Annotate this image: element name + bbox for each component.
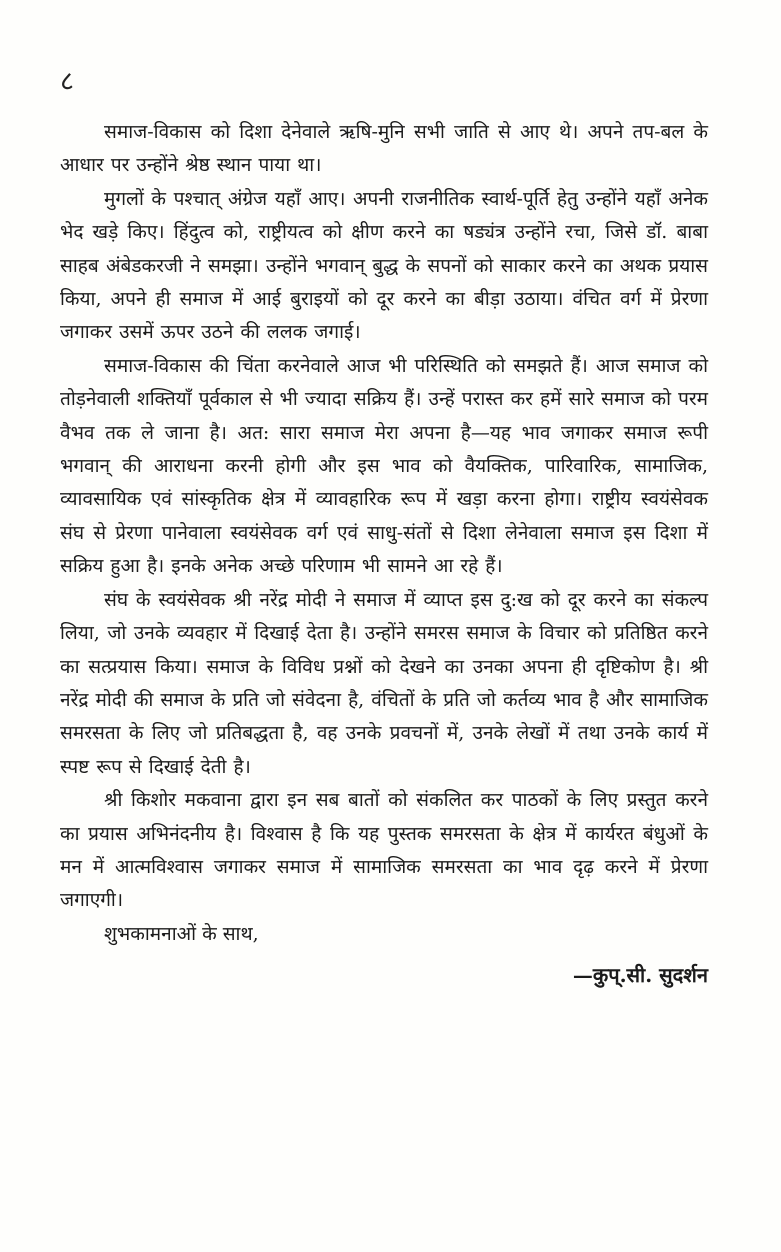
page-number: ८ — [60, 66, 75, 97]
paragraph: समाज-विकास को दिशा देनेवाले ऋषि-मुनि सभी जाति से आए थे। अपने तप-बल के आधार पर उन्होंने श्रेष्ठ स्थान पाया था। — [60, 121, 708, 177]
paragraph: समाज-विकास की चिंता करनेवाले आज भी परिस्थिति को समझते हैं। आज समाज को तोड़नेवाली शक्तियाँ पूर्वकाल से भी ज्यादा सक्रिय हैं। उन्हें परास्त कर हमें सारे समाज को परम वैभव तक ले जाना है। अत: सारा समाज मेरा अपना है—यह भाव जगाकर समाज रूपी भगवान् की आराधना करनी होगी और इस भाव को वैयक्तिक, पारिवारिक, सामाजिक, व्यावसायिक एवं सांस्कृतिक क्षेत्र में व्यावहारिक रूप में खड़ा करना होगा। राष्ट्रीय स्वयंसेवक संघ से प्रेरणा पानेवाला स्वयंसेवक वर्ग एवं साधु-संतों से दिशा लेनेवाला समाज इस दिशा में सक्रिय हुआ है। इनके अनेक अच्छे परिणाम भी सामने आ रहे हैं। — [60, 354, 708, 578]
signature: —कुप्.सी. सुदर्शन — [572, 963, 708, 988]
closing-line: शुभकामनाओं के साथ, — [104, 922, 259, 945]
paragraph: श्री किशोर मकवाना द्वारा इन सब बातों को संकलित कर पाठकों के लिए प्रस्तुत करने का प्रयास अभिनंदनीय है। विश्वास है कि यह पुस्तक समरसता के क्षेत्र में कार्यरत बंधुओं के मन में आत्मविश्वास जगाकर समाज में सामाजिक समरसता का भाव दृढ़ करने में प्रेरणा जगाएगी। — [60, 789, 708, 912]
paragraph: संघ के स्वयंसेवक श्री नरेंद्र मोदी ने समाज में व्याप्त इस दु:ख को दूर करने का संकल्प लिया, जो उनके व्यवहार में दिखाई देता है। उन्होंने समरस समाज के विचार को प्रतिष्ठित करने का सत्प्रयास किया। समाज के विविध प्रश्नों को देखने का उनका अपना ही दृष्टिकोण है। श्री नरेंद्र मोदी की समाज के प्रति जो संवेदना है, वंचितों के प्रति जो कर्तव्य भाव है और सामाजिक समरसता के लिए जो प्रतिबद्धता है, वह उनके प्रवचनों में, उनके लेखों में तथा उनके कार्य में स्पष्ट रूप से दिखाई देती है। — [60, 588, 708, 778]
body-text — [60, 116, 708, 993]
paragraph: मुगलों के पश्चात् अंग्रेज यहाँ आए। अपनी राजनीतिक स्वार्थ-पूर्ति हेतु उन्होंने यहाँ अनेक भेद खड़े किए। हिंदुत्व को, राष्ट्रीयत्व को क्षीण करने का षड्यंत्र उन्होंने रचा, जिसे डॉ. बाबा साहब अंबेडकरजी ने समझा। उन्होंने भगवान् बुद्ध के सपनों को साकार करने का अथक प्रयास किया, अपने ही समाज में आई बुराइयों को दूर करने का बीड़ा उठाया। वंचित वर्ग में प्रेरणा जगाकर उसमें ऊपर उठने की ललक जगाई। — [60, 187, 708, 344]
